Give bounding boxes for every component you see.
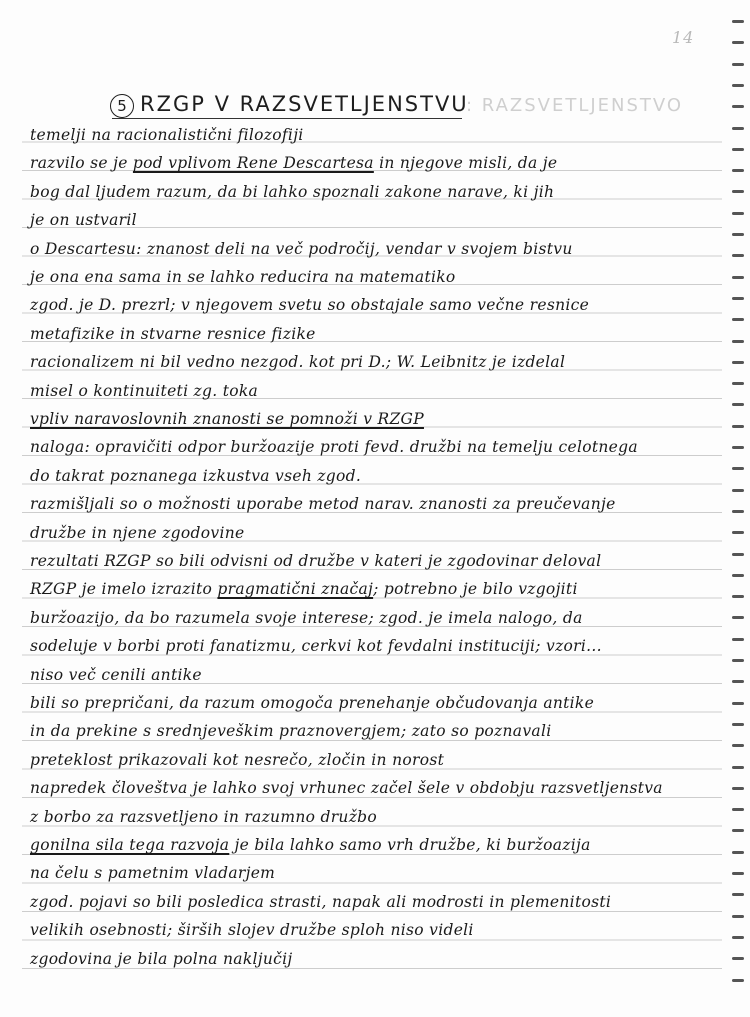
note-line [30, 524, 244, 542]
binding-hole [732, 616, 744, 619]
note-text: je on ustvaril [30, 211, 137, 230]
binding-hole [732, 105, 744, 108]
note-text: bili so prepričani, da razum omogoča prenehanje občudovanja antike [30, 694, 595, 712]
binding-hole [732, 766, 744, 769]
note-line [30, 495, 616, 513]
note-line [30, 864, 275, 882]
note-line [30, 240, 573, 258]
note-line [30, 694, 594, 712]
note-text: temelji na racionalistični filozofiji [30, 126, 304, 144]
note-line [30, 268, 456, 286]
note-line [30, 382, 258, 400]
binding-hole [732, 553, 744, 556]
note-text: z borbo za razsvetljeno in razumno družbo [30, 807, 378, 826]
binding-hole [732, 680, 744, 683]
note-line [30, 921, 474, 939]
binding-hole [732, 872, 744, 875]
binding-hole [732, 20, 744, 23]
binding-hole [732, 851, 744, 854]
binding-hole [732, 41, 744, 44]
binding-hole [732, 467, 744, 470]
note-line [30, 836, 591, 854]
binding-hole [732, 403, 744, 406]
binding-hole [732, 957, 744, 960]
binding-hole [732, 297, 744, 300]
note-line [30, 467, 361, 485]
note-text: RZGP je imelo izrazito [30, 580, 218, 599]
note-text: misel o kontinuiteti zg. toka [30, 381, 259, 400]
underlined-text: gonilna sila tega razvoja [30, 836, 230, 854]
note-text: rezultati RZGP so bili odvisni od družbe v kateri je zgodovinar deloval [30, 552, 602, 570]
note-text: je bila lahko samo vrh družbe, ki buržoazija [229, 836, 591, 854]
note-line [30, 637, 602, 655]
binding-hole [732, 936, 744, 939]
note-text: je ona ena sama in se lahko reducira na matematiko [30, 268, 456, 286]
binding-hole [732, 127, 744, 130]
note-text: bog dal ljudem razum, da bi lahko spoznali zakone narave, ki jih [30, 182, 555, 201]
binding-hole [732, 190, 744, 193]
note-text: do takrat poznanega izkustva vseh zgod. [30, 466, 362, 485]
note-text: velikih osebnosti; širših slojev družbe sploh niso videli [30, 921, 474, 940]
binding-hole [732, 979, 744, 982]
note-line [30, 779, 663, 797]
binding-hole [732, 233, 744, 236]
binding-hole [732, 808, 744, 811]
binding-hole [732, 787, 744, 790]
binding-hole [732, 489, 744, 492]
binding-hole [732, 169, 744, 172]
note-line [30, 609, 583, 627]
binding-hole [732, 659, 744, 662]
note-text: družbe in njene zgodovine [30, 523, 245, 542]
note-text: na čelu s pametnim vladarjem [30, 864, 276, 883]
binding-hole [732, 702, 744, 705]
note-line [30, 211, 137, 229]
note-text: razmišljali so o možnosti uporabe metod narav. znanosti za preučevanje [30, 495, 616, 514]
note-text: zgod. pojavi so bili posledica strasti, napak ali modrosti in plemenitosti [30, 892, 612, 911]
note-text: buržoazijo, da bo razumela svoje interese; zgod. je imela nalogo, da [30, 608, 583, 627]
page-number: 14 [672, 28, 695, 47]
page-title [110, 92, 469, 118]
binding-hole [732, 744, 744, 747]
title-text: RZGP V RAZSVETLJENSTVU [140, 92, 469, 116]
binding-hole [732, 84, 744, 87]
binding-hole [732, 829, 744, 832]
binding-hole [732, 531, 744, 534]
note-line [30, 808, 377, 826]
binding-hole [732, 318, 744, 321]
title-number: 5 [110, 94, 134, 118]
binding-hole [732, 638, 744, 641]
binding-hole [732, 723, 744, 726]
note-text: metafizike in stvarne resnice fizike [30, 324, 316, 343]
note-line [30, 353, 565, 371]
note-line [30, 183, 554, 201]
note-line [30, 296, 589, 314]
note-text: napredek človeštva je lahko svoj vrhunec začel šele v obdobju razsvetljenstva [30, 779, 663, 798]
underlined-text: pragmatični značaj [217, 580, 374, 599]
underlined-text: pod vplivom Rene Descartesa [132, 154, 374, 173]
binding-hole [732, 510, 744, 513]
note-text: sodeluje v borbi proti fanatizmu, cerkvi kot fevdalni instituciji; vzori... [30, 637, 602, 656]
note-text: ; potrebno je bilo vzgojiti [373, 580, 578, 599]
note-text: niso več cenili antike [30, 665, 202, 684]
note-line [30, 410, 424, 428]
note-text: racionalizem ni bil vedno nezgod. kot pri D.; W. Leibnitz je izdelal [30, 353, 566, 372]
binding-hole [732, 595, 744, 598]
note-line [30, 154, 557, 172]
note-line [30, 325, 316, 343]
binding-hole [732, 340, 744, 343]
note-line [30, 126, 304, 144]
note-line [30, 893, 611, 911]
note-text: o Descartesu: znanost deli na več področij, vendar v svojem bistvu [30, 239, 573, 258]
note-line [30, 552, 601, 570]
note-text: preteklost prikazovali kot nesrečo, zločin in norost [30, 750, 445, 769]
note-text: in da prekine s srednjeveškim praznovergjem; zato so poznavali [30, 722, 552, 741]
note-line [30, 722, 551, 740]
binding-hole [732, 276, 744, 279]
title-faint-text: : RAZSVETLJENSTVO [466, 95, 684, 116]
binding-hole [732, 446, 744, 449]
binding-hole [732, 382, 744, 385]
note-line [30, 751, 444, 769]
note-line [30, 580, 578, 598]
underlined-text: vpliv naravoslovnih znanosti se pomnoži v RZGP [30, 410, 424, 428]
binding-hole [732, 893, 744, 896]
binding-hole [732, 915, 744, 918]
note-text: zgodovina je bila polna naključij [30, 949, 293, 968]
binding-hole [732, 574, 744, 577]
title-underline [112, 118, 462, 119]
note-text: in njegove misli, da je [373, 154, 558, 173]
spiral-binding [724, 20, 746, 1000]
note-text: razvilo se je [30, 154, 133, 173]
note-line [30, 666, 202, 684]
note-line [30, 950, 293, 968]
binding-hole [732, 212, 744, 215]
binding-hole [732, 425, 744, 428]
binding-hole [732, 148, 744, 151]
note-line [30, 438, 638, 456]
note-text: zgod. je D. prezrl; v njegovem svetu so obstajale samo večne resnice [30, 296, 590, 315]
note-text: naloga: opravičiti odpor buržoazije proti fevd. družbi na temelju celotnega [30, 438, 638, 457]
binding-hole [732, 361, 744, 364]
binding-hole [732, 254, 744, 257]
binding-hole [732, 63, 744, 66]
